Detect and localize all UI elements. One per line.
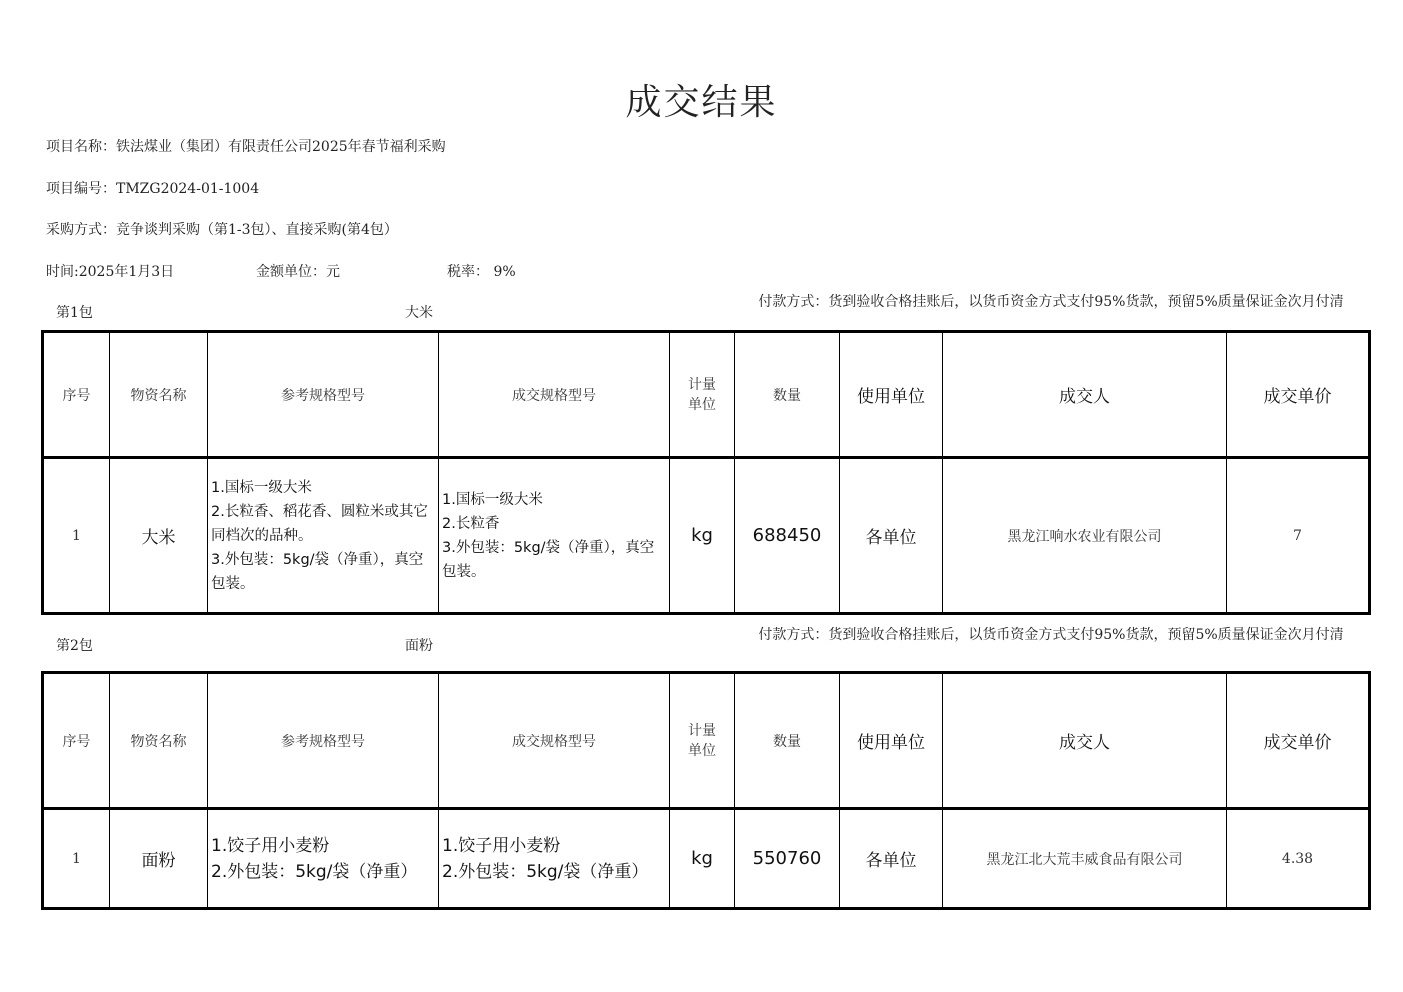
cell-unit: kg — [670, 809, 735, 909]
cell-name: 面粉 — [110, 809, 208, 909]
cell-seq: 1 — [43, 458, 110, 614]
header-ref-spec: 参考规格型号 — [208, 332, 439, 458]
spec-line: 3.外包装：5kg/袋（净重），真空包装。 — [442, 539, 655, 580]
header-unit-line1: 计量 — [688, 722, 716, 739]
cell-deal-spec — [439, 458, 670, 614]
package-item: 面粉 — [405, 638, 433, 654]
currency-unit: 金额单位：元 — [256, 264, 340, 280]
cell-seq: 1 — [43, 809, 110, 909]
package-item: 大米 — [405, 305, 433, 321]
date: 时间:2025年1月3日 — [46, 264, 175, 280]
cell-ref-spec — [208, 809, 439, 909]
header-qty: 数量 — [735, 673, 840, 809]
page-title: 成交结果 — [625, 82, 778, 123]
cell-qty: 688450 — [735, 458, 840, 614]
header-deal-spec: 成交规格型号 — [439, 673, 670, 809]
cell-qty: 550760 — [735, 809, 840, 909]
table-row — [43, 458, 1370, 614]
header-seq: 序号 — [43, 673, 110, 809]
spec-line: 3.外包装：5kg/袋（净重），真空包装。 — [211, 551, 424, 592]
header-qty: 数量 — [735, 332, 840, 458]
spec-line: 2.长粒香 — [442, 515, 500, 532]
header-winner: 成交人 — [943, 332, 1227, 458]
header-user: 使用单位 — [840, 332, 943, 458]
header-deal-spec: 成交规格型号 — [439, 332, 670, 458]
header-unit-line1: 计量 — [688, 376, 716, 393]
cell-user: 各单位 — [840, 458, 943, 614]
cell-deal-spec — [439, 809, 670, 909]
table-header-row — [43, 332, 1370, 458]
header-winner: 成交人 — [943, 673, 1227, 809]
cell-user: 各单位 — [840, 809, 943, 909]
header-unit-line2: 单位 — [688, 742, 716, 759]
header-name: 物资名称 — [110, 673, 208, 809]
cell-winner: 黑龙江北大荒丰威食品有限公司 — [943, 809, 1227, 909]
project-name: 项目名称：铁法煤业（集团）有限责任公司2025年春节福利采购 — [46, 139, 446, 155]
package-label: 第2包 — [56, 638, 93, 654]
spec-line: 1.饺子用小麦粉 — [211, 835, 330, 856]
table-header-row — [43, 673, 1370, 809]
project-number: 项目编号：TMZG2024-01-1004 — [46, 181, 260, 197]
spec-line: 2.外包装：5kg/袋（净重） — [211, 861, 418, 882]
spec-line: 2.长粒香、稻花香、圆粒米或其它同档次的品种。 — [211, 503, 428, 544]
cell-winner: 黑龙江响水农业有限公司 — [943, 458, 1227, 614]
spec-line: 1.饺子用小麦粉 — [442, 835, 561, 856]
cell-unit: kg — [670, 458, 735, 614]
spec-line: 1.国标一级大米 — [442, 491, 543, 508]
header-price: 成交单价 — [1227, 332, 1370, 458]
cell-price: 7 — [1227, 458, 1370, 614]
spec-line: 2.外包装：5kg/袋（净重） — [442, 861, 649, 882]
procurement-method: 采购方式：竞争谈判采购（第1-3包）、直接采购(第4包） — [46, 222, 398, 238]
tax-rate: 税率： 9% — [447, 264, 516, 280]
spec-line: 1.国标一级大米 — [211, 479, 312, 496]
header-ref-spec: 参考规格型号 — [208, 673, 439, 809]
package-label: 第1包 — [56, 305, 93, 321]
package-1-table — [41, 330, 1371, 615]
cell-price: 4.38 — [1227, 809, 1370, 909]
header-price: 成交单价 — [1227, 673, 1370, 809]
header-name: 物资名称 — [110, 332, 208, 458]
payment-terms: 付款方式：货到验收合格挂账后，以货币资金方式支付95%货款，预留5%质量保证金次月付清 — [758, 627, 1344, 643]
cell-ref-spec — [208, 458, 439, 614]
payment-terms: 付款方式：货到验收合格挂账后，以货币资金方式支付95%货款，预留5%质量保证金次月付清 — [758, 294, 1344, 310]
cell-name: 大米 — [110, 458, 208, 614]
header-unit — [670, 332, 735, 458]
package-2-table — [41, 671, 1371, 910]
header-user: 使用单位 — [840, 673, 943, 809]
header-unit — [670, 673, 735, 809]
table-row — [43, 809, 1370, 909]
header-seq: 序号 — [43, 332, 110, 458]
header-unit-line2: 单位 — [688, 396, 716, 413]
